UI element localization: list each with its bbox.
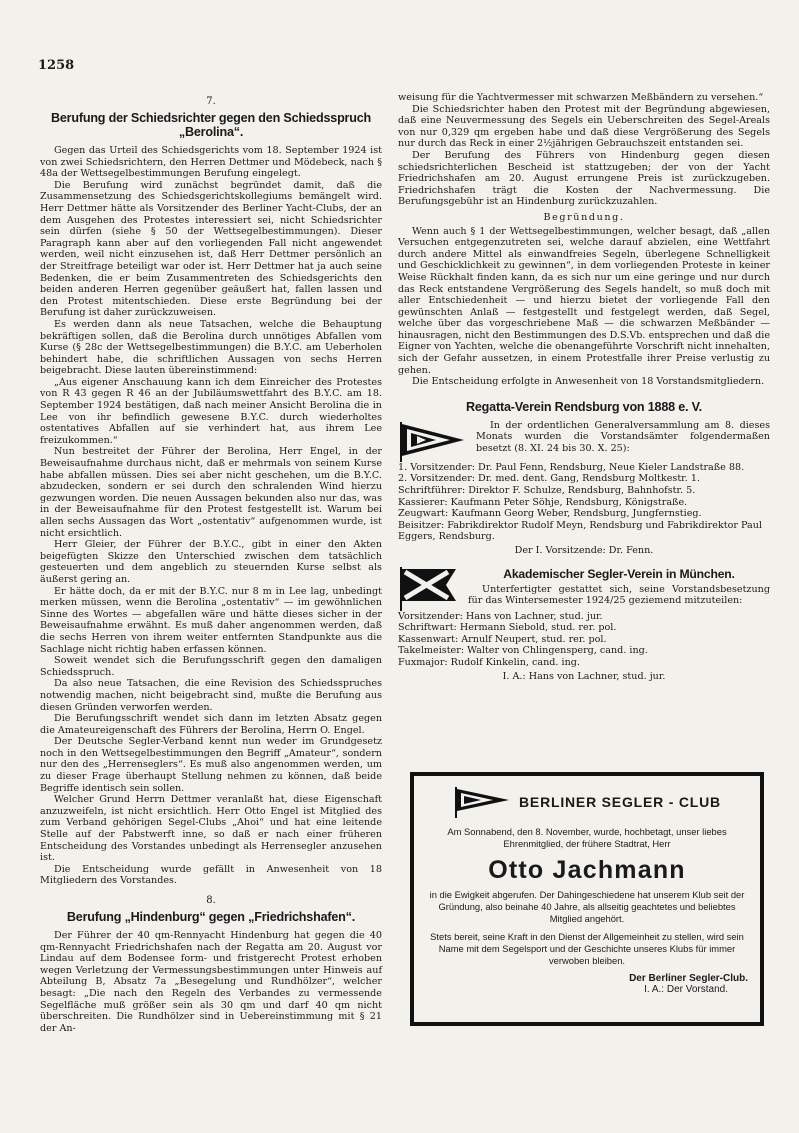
paragraph: Die Entscheidung wurde gefällt in Anwesenheit von 18 Mitgliedern des Vorstandes. bbox=[40, 863, 382, 887]
notice-signature: Der Berliner Segler-Club. bbox=[629, 973, 748, 984]
muenchen-board-list bbox=[398, 611, 770, 669]
article-title bbox=[40, 111, 382, 139]
article-title-line1: Berufung der Schiedsrichter gegen den Schiedsspruch bbox=[50, 111, 372, 125]
rendsburg-board-list bbox=[398, 462, 770, 543]
muenchen-head bbox=[398, 565, 770, 611]
paragraph: Der Führer der 40 qm-Rennyacht Hindenburg hat gegen die 40 qm-Rennyacht Friedrichshafen nach der Regatta am 20. August vor Lindau auf dem Bodensee form- und fristgerecht Protest erhoben wegen Verletzung der Vermessungsbestimmungen unter Hinweis auf Abteilung B, Absatz 7a „Besegelung und Rundhölzer“, welcher besagt: „Die nach den Regeln des Verbandes zu vermessende Segelfläche muß größer sein als 30 qm und darf 40 qm nicht überschreiten. Die Rundhölzer sind in Uebereinstimmung mit § 21 der An- bbox=[40, 930, 382, 1034]
list-item: 1. Vorsitzender: Dr. Paul Fenn, Rendsburg, Neue Kieler Landstraße 88. bbox=[398, 461, 745, 473]
rendsburg-intro: In der ordentlichen Generalversammlung am 8. dieses Monats wurden die Vorstandsämter folgendermaßen besetzt (8. XI. 24 bis 30. X. 25): bbox=[476, 419, 770, 455]
left-column bbox=[40, 96, 382, 1034]
list-item: Vorsitzender: Hans von Lachner, stud. jur. bbox=[398, 610, 603, 622]
paragraph: Die Schiedsrichter haben den Protest mit der Begründung abgewiesen, daß eine Neuvermessung des Segels ein Ueberschreiten des Segel-Areals von nur 0,329 qm ergeben habe und daß diese Vergrößerung des Segels nur durch das Reck in einer 2½jährigen Gebrauchszeit entstanden sei. bbox=[398, 103, 770, 150]
paragraph: Gegen das Urteil des Schiedsgerichts vom 18. September 1924 ist von zwei Schiedsrichtern, den Herren Dettmer und Mödebeck, nach § 48a der Wettsegelbestimmungen Berufung eingelegt. bbox=[40, 145, 382, 180]
list-item: Kassierer: Kaufmann Peter Söhje, Rendsburg, Königstraße. bbox=[398, 496, 688, 508]
paragraph: Der Berufung des Führers von Hindenburg gegen diesen schiedsrichterlichen Bescheid ist stattzugeben; der von der Yacht Friedrichshafen am 20. August errungene Preis ist zurückzugeben. Friedrichshafen trägt die Kosten der Nachvermessung. Die Berufungsgebühr ist an Hindenburg zurückzuzahlen. bbox=[398, 149, 770, 208]
notice-club-name: BERLINER SEGLER - CLUB bbox=[519, 794, 721, 810]
quote-paragraph: „Aus eigener Anschauung kann ich dem Einreicher des Protestes von R 43 gegen R 46 an der Jubiläumswettfahrt des B.Y.C. am 18. September 1924 bestätigen, daß nach meiner Ansicht Berolina die in Lee von ihr befindlich gewesene B.Y.C. durch wiederholtes ostentatives Abfallen auf sie verhindert hat, aus ihrem Lee freizukommen.“ bbox=[40, 376, 382, 446]
notice-body: in die Ewigkeit abgerufen. Der Dahingeschiedene hat unserem Klub seit der Gründung, also beinahe 40 Jahre, als allseitig geachtetes und beliebtes Mitglied angehört. bbox=[429, 889, 745, 924]
right-column bbox=[398, 92, 770, 682]
paragraph: Die Berufungsschrift wendet sich dann im letzten Absatz gegen die Amateureigenschaft des Führers der Berolina, Herrn O. Engel. bbox=[40, 713, 382, 736]
paragraph: weisung für die Yachtvermesser mit schwarzen Meßbändern zu versehen.“ bbox=[398, 92, 764, 103]
muenchen-announcement bbox=[398, 565, 770, 683]
list-item: Beisitzer: Fabrikdirektor Rudolf Meyn, Rendsburg und Fabrikdirektor Paul Eggers, Rendsburg. bbox=[398, 519, 762, 543]
paragraph: Der Deutsche Segler-Verband kennt nun weder im Grundgesetz noch in den Wettsegelbestimmungen den Begriff „Amateur“, sondern nur den des „Herrenseglers“. Es muß also angenommen werden, um zu dieser Frage überhaupt Stellung nehmen zu können, daß beide Begriffe identisch sein sollen. bbox=[40, 736, 382, 794]
list-item: Schriftführer: Direktor F. Schulze, Rendsburg, Bahnhofstr. 5. bbox=[398, 485, 696, 497]
rendsburg-head bbox=[398, 420, 770, 462]
muenchen-text bbox=[468, 565, 770, 607]
paragraph: Da also neue Tatsachen, die eine Revision des Schiedsspruches notwendig machen, nicht beigebracht sind, mußte die Berufung aus diesen Gründen verworfen werden. bbox=[40, 678, 382, 713]
article-title-2: Berufung „Hindenburg“ gegen „Friedrichshafen“. bbox=[66, 910, 356, 924]
notice-signature-sub: I. A.: Der Vorstand. bbox=[644, 984, 728, 995]
page-number: 1258 bbox=[38, 58, 75, 73]
notice-body-2: Stets bereit, seine Kraft in den Dienst der Allgemeinheit zu stellen, wird sein Name mit dem Segelsport und der Geschichte unseres Klubs für immer verwoben bleiben. bbox=[430, 931, 744, 966]
article-title-line2: „Berolina“. bbox=[178, 125, 244, 139]
notice-intro: Am Sonnabend, den 8. November, wurde, hochbetagt, unser liebes Ehrenmitglied, der frühere Stadtrat, Herr bbox=[447, 826, 727, 849]
obituary-notice bbox=[410, 772, 764, 1026]
rendsburg-title: Regatta-Verein Rendsburg von 1888 e. V. bbox=[465, 399, 702, 414]
muenchen-intro: Unterfertigter gestattet sich, seine Vorstandsbesetzung für das Wintersemester 1924/25 geziemend mitzuteilen: bbox=[468, 583, 770, 607]
reason-heading: Begründung. bbox=[543, 211, 625, 223]
berliner-pennant-icon bbox=[453, 786, 511, 818]
paragraph: Die Entscheidung erfolgte in Anwesenheit von 18 Vorstandsmitgliedern. bbox=[412, 376, 765, 388]
rendsburg-signature: Der I. Vorsitzende: Dr. Fenn. bbox=[514, 545, 654, 556]
notice-header bbox=[426, 786, 748, 818]
deceased-name: Otto Jachmann bbox=[488, 856, 686, 884]
rendsburg-announcement bbox=[398, 400, 770, 557]
paragraph: Herr Gleier, der Führer der B.Y.C., gibt in einer den Akten beigefügten Skizze den Unterschied zwischen dem tatsächlich gesteuerten und dem angeblich zu steuernden Kurse selbst als äußerst gering an. bbox=[40, 539, 382, 585]
section-number: 7. bbox=[206, 96, 216, 107]
paragraph: Wenn auch § 1 der Wettsegelbestimmungen, welcher besagt, daß „allen Versuchen entgegenzutreten sei, welche darauf abzielen, eine Wettfahrt durch andere Mittel als einwandfreies Segeln, überlegene Schnelligkeit und Geschicklichkeit zu gewinnen“, in dem vorliegenden Proteste in keiner Weise Rückhalt finden kann, da es sich nur um eine geringe und nur durch das Reck entstandene Vergrößerung des Segels handelt, so muß doch mit aller Entschiedenheit — und hierzu bietet der vorliegende Fall den gewünschten Anlaß — festgestellt und festgelegt werden, daß Segel, welche über das vorgeschriebene Maß — die schwarzen Meßbänder — hinausragen, nicht den Bestimmungen des D.S.Vb. entsprechen und daß die Eigner von Yachten, welche die obenangeführte Vorschrift nicht innehalten, sich der Gefahr aussetzen, in einem Protestfalle ihrer Preise verlustig zu gehen. bbox=[398, 225, 770, 376]
list-item: Kassenwart: Arnulf Neupert, stud. rer. pol. bbox=[398, 633, 607, 645]
muenchen-signature: I. A.: Hans von Lachner, stud. jur. bbox=[502, 670, 666, 682]
list-item: Fuxmajor: Rudolf Kinkelin, cand. ing. bbox=[398, 656, 580, 668]
paragraph: Es werden dann als neue Tatsachen, welche die Behauptung bekräftigen sollen, daß die Berolina durch unnötiges Abfallen vom Kurse (§ 28c der Wettsegelbestimmungen) die B.Y.C. am Ueberholen behindert habe, die schriftlichen Aussagen von sechs Herren beigebracht. Diese lauten übereinstimmend: bbox=[40, 318, 382, 377]
muenchen-title: Akademischer Segler-Verein in München. bbox=[503, 566, 735, 581]
list-item: 2. Vorsitzender: Dr. med. dent. Gang, Rendsburg Moltkestr. 1. bbox=[398, 473, 700, 485]
paragraph: Soweit wendet sich die Berufungsschrift gegen den damaligen Schiedsspruch. bbox=[40, 655, 382, 678]
paragraph: Die Berufung wird zunächst begründet damit, daß die Zusammensetzung des Schiedsgerichtskollegiums bemängelt wird. Herr Dettmer hätte als Vorsitzender des Berliner Yacht-Clubs, der an dem Ausgehen des Protestes interessiert sei, nicht Schiedsrichter sein dürfen (siehe § 50 der Wettsegelbestimmungen). Dieser Paragraph kann aber auf den vorliegenden Fall nicht angewendet werden, weil nicht einzusehen ist, daß Herr Dettmer persönlich an der Streitfrage beteiligt war oder ist. Herr Dettmer hat ja auch seine Bedenken, die er beim Zusammentreten des Schiedsgerichts den beiden anderen Herren gegenüber geäußert hat, fallen lassen und den Protest mitentschieden. Diese erste Begründung bei der Berufung ist daher zurückzuweisen. bbox=[40, 179, 382, 319]
paragraph: Er hätte doch, da er mit der B.Y.C. nur 8 m in Lee lag, unbedingt merken müssen, wenn die Berolina „ostentativ“ — im gewöhnlichen Sinne des Wortes — abgefallen wäre und hätte dieses sicher in der Beweisaufnahme erwähnt. Es muß daher angenommen werden, daß die sechs Herren von ihrem weiter entfernten Standpunkte aus die Sachlage nicht richtig haben erfassen können. bbox=[40, 585, 382, 655]
section-number-2: 8. bbox=[206, 895, 216, 906]
list-item: Schriftwart: Hermann Siebold, stud. rer. pol. bbox=[398, 622, 617, 634]
list-item: Takelmeister: Walter von Chlingensperg, cand. ing. bbox=[398, 645, 648, 657]
paragraph: Welcher Grund Herrn Dettmer veranlaßt hat, diese Eigenschaft anzuzweifeln, ist nicht ersichtlich. Herr Otto Engel ist Mitglied des zum Verband gehörigen Segel-Clubs „Ahoi“ und hat eine leitende Stelle auf der Pabstwerft inne, so daß er nach einer früheren Entscheidung des Vorstandes unbedingt als Herrensegler anzusehen ist. bbox=[40, 794, 382, 864]
list-item: Zeugwart: Kaufmann Georg Weber, Rendsburg, Jungfernstieg. bbox=[398, 508, 702, 520]
rendsburg-pennant-icon bbox=[398, 420, 468, 462]
muenchen-cross-flag-icon bbox=[398, 565, 460, 611]
paragraph: Nun bestreitet der Führer der Berolina, Herr Engel, in der Beweisaufnahme durchaus nicht, daß er mehrmals von seinem Kurse habe abfallen müssen. Dies sei aber nicht geschehen, um die B.Y.C. abzudecken, sondern er sei durch den schralenden Wind hierzu gezwungen worden. Die neuen Aussagen bekunden also nur das, was in der Beweisaufnahme für den Protest festgestellt ist. Warum bei allen sechs Aussagen das Wort „ostentativ“ aufgenommen wurde, ist nicht ersichtlich. bbox=[40, 446, 382, 539]
